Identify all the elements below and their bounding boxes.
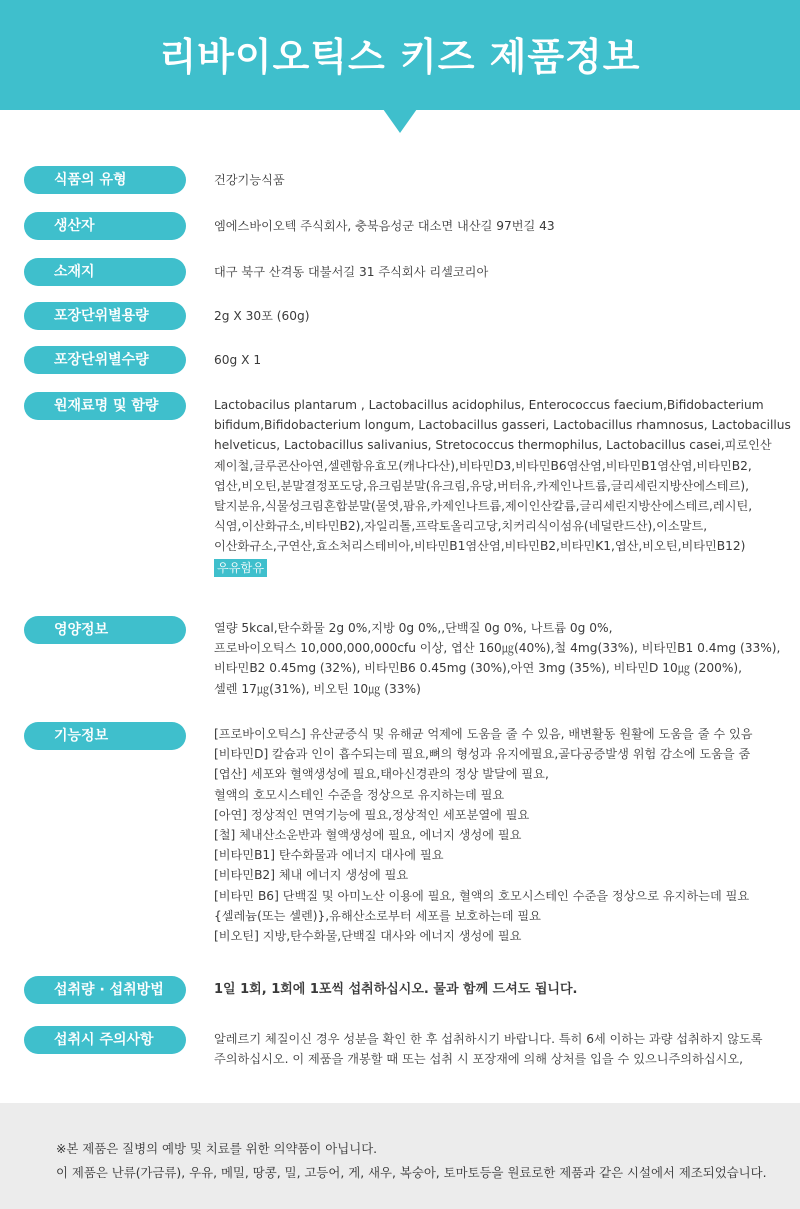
- value-line: 비타민B2 0.45mg (32%), 비타민B6 0.45mg (30%),아연 3mg (35%), 비타민D 10㎍ (200%),: [214, 661, 743, 676]
- label-pill-ingredients: 원재료명 및 함량: [24, 392, 186, 420]
- header-pointer-arrow: [383, 109, 417, 133]
- value-line: [아연] 정상적인 면역기능에 필요,정상적인 세포분열에 필요: [214, 807, 530, 822]
- value-line: 대구 북구 산격동 대불서길 31 주식회사 리셀코리아: [214, 265, 489, 279]
- value-producer: [214, 216, 770, 236]
- value-line: 혈액의 호모시스테인 수준을 정상으로 유지하는데 필요: [214, 787, 505, 802]
- label-pill-nutrition: 영양정보: [24, 616, 186, 644]
- allergen-highlight-badge: 우유함유: [214, 559, 267, 577]
- label-pill-package-capacity: 포장단위별용량: [24, 302, 186, 330]
- value-line: {셀레늄(또는 셀렌)},유해산소로부터 세포를 보호하는데 필요: [214, 908, 541, 923]
- label-pill-intake-method: 섭취량 · 섭취방법: [24, 976, 186, 1004]
- value-line: 주의하십시오. 이 제품을 개봉할 때 또는 섭취 시 포장재에 의해 상처를 입을 수 있으니주의하십시오,: [214, 1052, 744, 1067]
- value-line: helveticus, Lactobacillus salivanius, Stretococcus thermophilus, Lactobacillus casei,피로인산: [214, 438, 772, 453]
- value-nutrition: [214, 618, 781, 699]
- value-line: 엠에스바이오텍 주식회사, 충북음성군 대소면 내산길 97번길 43: [214, 219, 555, 233]
- value-line: 탈지분유,식물성크림혼합분말(물엿,팜유,카제인나트륨,제이인산칼륨,글리세린지방산에스테르,레시틴,: [214, 499, 753, 514]
- footer-text: [56, 1137, 767, 1185]
- value-line: 60g X 1: [214, 353, 262, 367]
- value-line: [비타민B1] 탄수화물과 에너지 대사에 필요: [214, 848, 444, 863]
- value-line: 엽산,비오틴,분말결정포도당,유크림분말(유크림,유당,버터유,카제인나트륨,글리세린지방산에스테르),: [214, 478, 749, 493]
- value-line: [비오틴] 지방,탄수화물,단백질 대사와 에너지 생성에 필요: [214, 929, 522, 944]
- value-line: 1일 1회, 1회에 1포씩 섭취하십시오. 물과 함께 드셔도 됩니다.: [214, 982, 578, 997]
- value-line: 프로바이오틱스 10,000,000,000cfu 이상, 엽산 160㎍(40%),철 4mg(33%), 비타민B1 0.4mg (33%),: [214, 641, 781, 656]
- footer-line: 이 제품은 난류(가금류), 우유, 메밀, 땅콩, 밀, 고등어, 게, 새우, 복숭아, 토마토등을 원료로한 제품과 같은 시설에서 제조되었습니다.: [56, 1165, 767, 1180]
- value-line: 알레르기 체질이신 경우 성분을 확인 한 후 섭취하시기 바랍니다. 특히 6세 이하는 과량 섭취하지 않도록: [214, 1032, 763, 1046]
- value-line: [비타민B2] 체내 에너지 생성에 필요: [214, 868, 409, 883]
- value-line: 셀렌 17㎍(31%), 비오틴 10㎍ (33%): [214, 681, 421, 696]
- header-banner: [0, 0, 800, 110]
- value-package-quantity: [214, 350, 770, 370]
- value-location: [214, 262, 770, 282]
- footer-notice: [0, 1103, 800, 1209]
- page-title: 리바이오틱스 키즈 제품정보: [159, 35, 641, 79]
- value-line: [비타민D] 칼슘과 인이 흡수되는데 필요,뼈의 형성과 유지에필요,골다공증발생 위험 감소에 도움을 줌: [214, 747, 751, 762]
- label-pill-location: 소재지: [24, 258, 186, 286]
- label-pill-package-quantity: 포장단위별수량: [24, 346, 186, 374]
- value-line: 2g X 30포 (60g): [214, 309, 310, 323]
- value-ingredients: [214, 395, 791, 578]
- label-pill-producer: 생산자: [24, 212, 186, 240]
- value-line: Lactobacilus plantarum , Lactobacillus acidophilus, Enterococcus faecium,Bifidobacterium: [214, 398, 764, 412]
- footer-line: ※본 제품은 질병의 예방 및 치료를 위한 의약품이 아닙니다.: [56, 1141, 378, 1156]
- value-line: 열량 5kcal,탄수화물 2g 0%,지방 0g 0%,,단백질 0g 0%, 나트륨 0g 0%,: [214, 621, 613, 635]
- value-package-capacity: [214, 306, 770, 326]
- value-line: [철] 체내산소운반과 혈액생성에 필요, 에너지 생성에 필요: [214, 828, 522, 843]
- value-food-type: [214, 170, 770, 190]
- value-line: [엽산] 세포와 혈액생성에 필요,태아신경관의 정상 발달에 필요,: [214, 767, 549, 782]
- value-intake-method: [214, 980, 770, 1000]
- value-line: 제이철,글루콘산아연,셀렌함유효모(캐나다산),비타민D3,비타민B6염산염,비타민B1염산염,비타민B2,: [214, 458, 752, 473]
- value-line: [비타민 B6] 단백질 및 아미노산 이용에 필요, 혈액의 호모시스테인 수준을 정상으로 유지하는데 필요: [214, 888, 750, 903]
- value-line: bifidum,Bifidobacterium longum, Lactobacillus gasseri, Lactobacillus rhamnosus, Lactobacillus: [214, 418, 791, 433]
- value-line: [프로바이오틱스] 유산균증식 및 유해균 억제에 도움을 줄 수 있음, 배변활동 원활에 도움을 줄 수 있음: [214, 727, 753, 741]
- value-line: 식염,이산화규소,비타민B2),자일리톨,프락토올리고당,치커리식이섬유(네덜란드산),이소말트,: [214, 519, 708, 534]
- value-function: [214, 724, 770, 946]
- label-pill-function: 기능정보: [24, 722, 186, 750]
- value-line: 건강기능식품: [214, 173, 285, 187]
- label-pill-food-type: 식품의 유형: [24, 166, 186, 194]
- value-precautions: [214, 1029, 770, 1069]
- value-line: 이산화규소,구연산,효소처리스테비아,비타민B1염산염,비타민B2,비타민K1,엽산,비오틴,비타민B12): [214, 539, 746, 554]
- label-pill-precautions: 섭취시 주의사항: [24, 1026, 186, 1054]
